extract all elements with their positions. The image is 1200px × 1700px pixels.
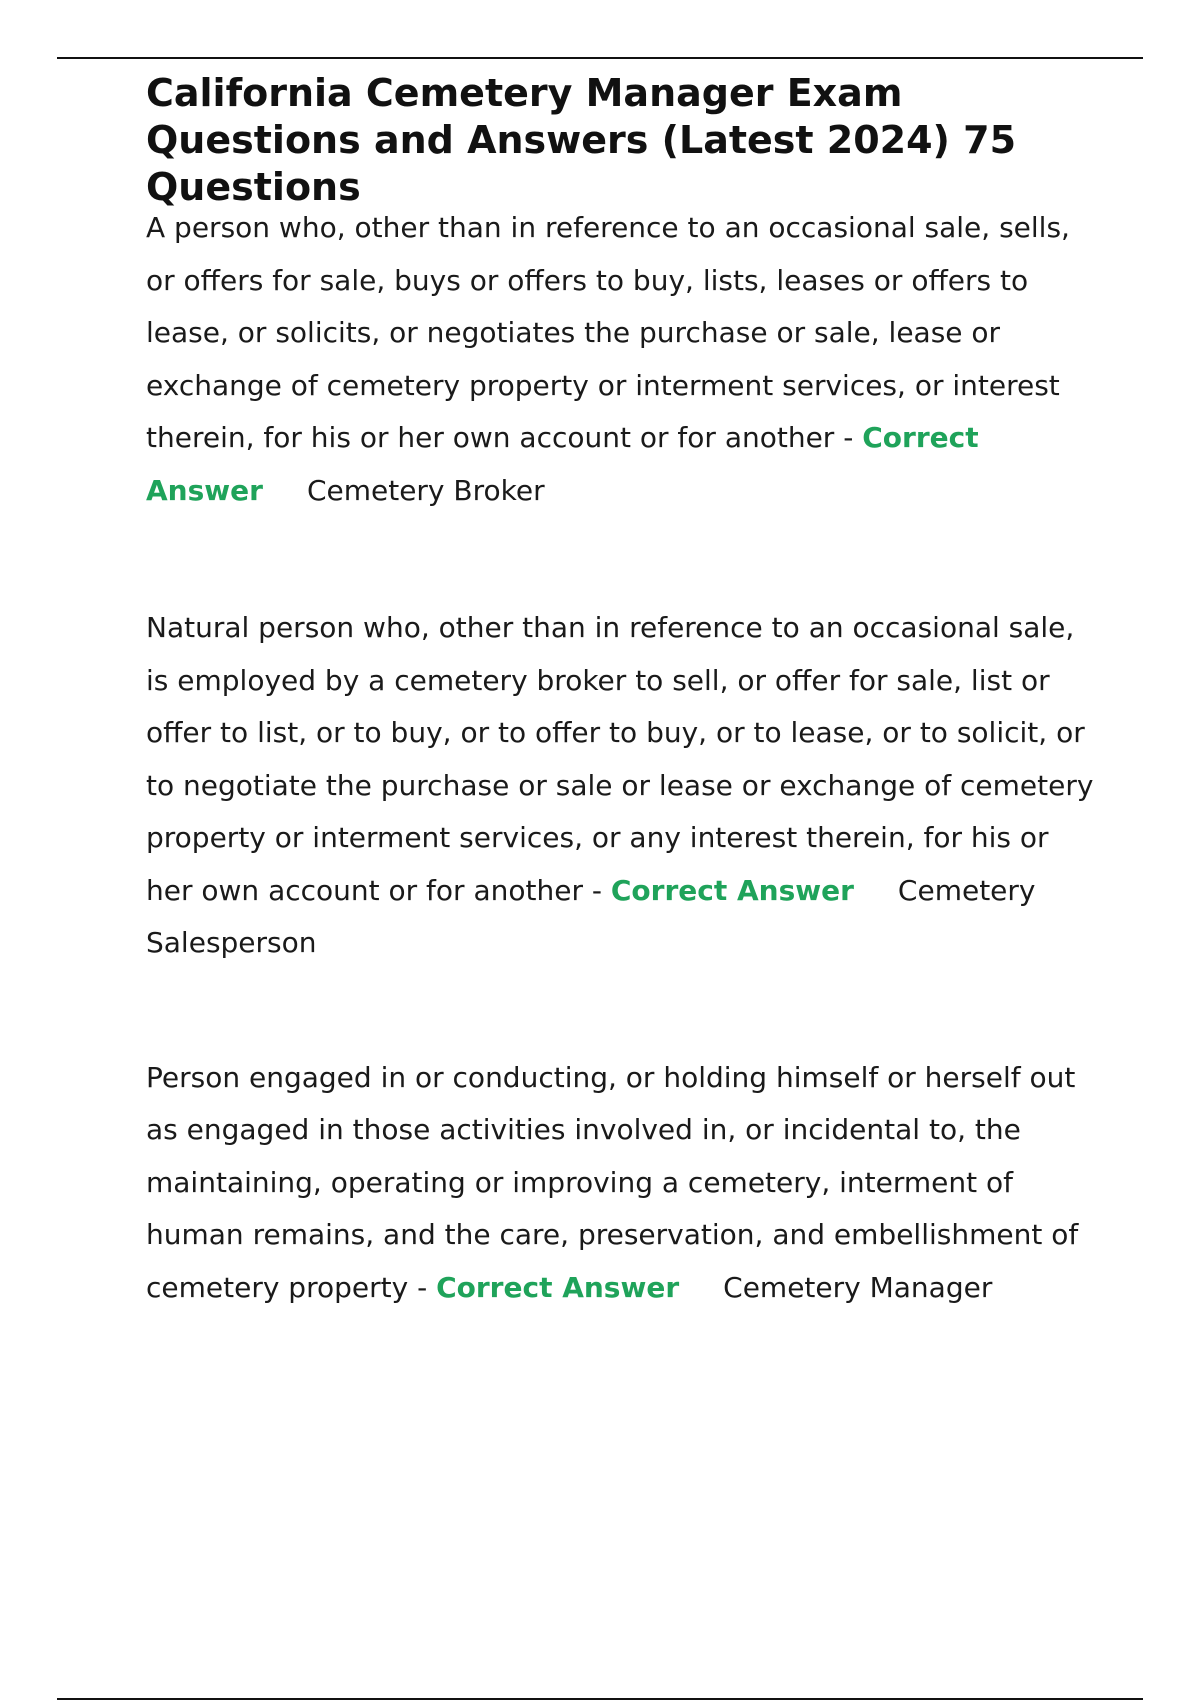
qa-item [146,602,1096,970]
question-text: A person who, other than in reference to an occasional sale, sells, or offers for sale, buys or offers to buy, lists, leases or offers to lease, or solicits, or negotiates the purchase or sale, lease or exchange of cemetery property or interment services, or interest therein, for his or her own account or for another [146,211,1070,454]
document-body [146,70,1096,1314]
document-title: California Cemetery Manager Exam Questions and Answers (Latest 2024) 75 Questions [146,71,1017,209]
answer-text: Cemetery Broker [306,473,545,507]
answer-text: Cemetery Manager [723,1270,993,1304]
question-text: Person engaged in or conducting, or holding himself or herself out as engaged in those activities involved in, or incidental to, the maintaining, operating or improving a cemetery, interment of human remains, and the care, preservation, and embellishment of cemetery property [146,1060,1079,1304]
answer-text: Cemetery Salesperson [146,873,1036,959]
page-top-rule [57,57,1143,59]
answer-separator: - [408,1270,437,1304]
qa-item [146,202,1096,517]
qa-item [146,1052,1096,1315]
correct-answer-label: Correct Answer [146,421,979,507]
question-text: Natural person who, other than in reference to an occasional sale, is employed by a cemetery broker to sell, or offer for sale, list or offer to list, or to buy, or to offer to buy, or to lease, or to solicit, or to negotiate the purchase or sale or lease or exchange of cemetery property or interment services, or any interest therein, for his or her own account or for another [146,611,1094,907]
answer-separator: - [834,421,863,454]
correct-answer-label: Correct Answer [610,873,854,907]
correct-answer-label: Correct Answer [436,1270,680,1304]
answer-separator: - [582,873,611,907]
